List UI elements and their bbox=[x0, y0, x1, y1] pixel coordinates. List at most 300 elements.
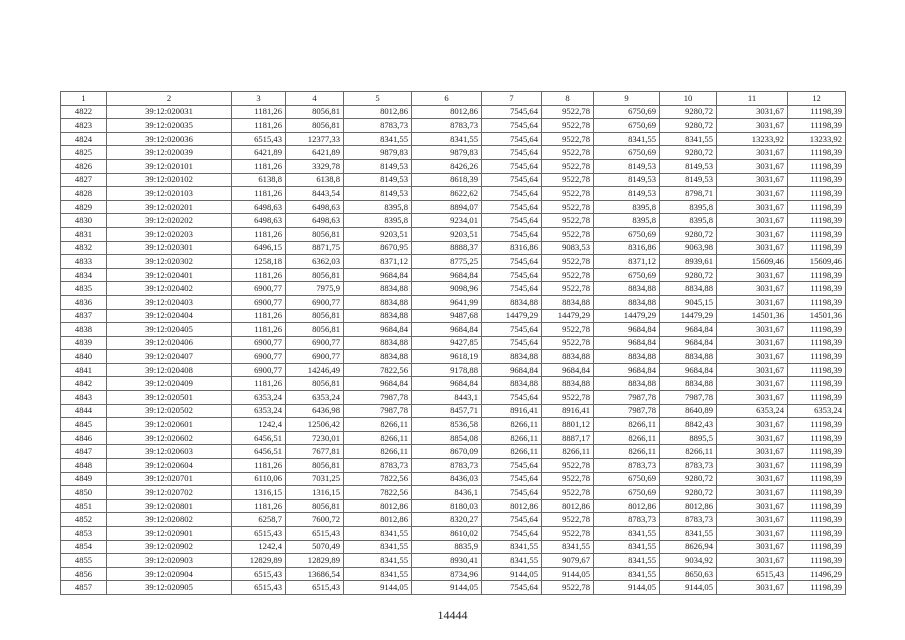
table-cell: 6750,69 bbox=[594, 227, 660, 241]
table-cell: 8149,53 bbox=[660, 173, 717, 187]
table-row bbox=[61, 554, 846, 568]
table-cell: 3031,67 bbox=[717, 431, 788, 445]
table-cell: 6498,63 bbox=[286, 214, 344, 228]
table-cell: 6515,43 bbox=[717, 567, 788, 581]
column-header: 9 bbox=[594, 92, 660, 106]
table-cell: 1242,4 bbox=[232, 540, 286, 554]
table-cell: 4823 bbox=[61, 119, 107, 133]
table-cell: 7987,78 bbox=[344, 404, 412, 418]
table-cell: 8436,1 bbox=[412, 486, 482, 500]
table-cell: 8012,86 bbox=[542, 499, 594, 513]
table-cell: 8834,88 bbox=[542, 295, 594, 309]
table-cell: 9684,84 bbox=[344, 377, 412, 391]
table-cell: 3031,67 bbox=[717, 105, 788, 119]
table-cell: 7545,64 bbox=[482, 255, 542, 269]
table-cell: 8266,11 bbox=[542, 445, 594, 459]
table-cell: 8395,8 bbox=[660, 200, 717, 214]
table-cell: 8266,11 bbox=[594, 445, 660, 459]
table-cell: 39:12:020035 bbox=[107, 119, 232, 133]
table-cell: 9144,05 bbox=[594, 581, 660, 595]
table-cell: 4842 bbox=[61, 377, 107, 391]
table-cell: 6421,89 bbox=[232, 146, 286, 160]
table-cell: 4841 bbox=[61, 363, 107, 377]
table-cell: 11198,39 bbox=[788, 540, 846, 554]
table-cell: 8650,63 bbox=[660, 567, 717, 581]
table-cell: 9045,15 bbox=[660, 295, 717, 309]
table-cell: 8783,73 bbox=[344, 459, 412, 473]
table-cell: 8341,55 bbox=[594, 567, 660, 581]
table-cell: 4849 bbox=[61, 472, 107, 486]
table-cell: 3031,67 bbox=[717, 323, 788, 337]
table-cell: 4845 bbox=[61, 418, 107, 432]
table-cell: 7545,64 bbox=[482, 336, 542, 350]
table-cell: 8834,88 bbox=[660, 377, 717, 391]
table-cell: 4855 bbox=[61, 554, 107, 568]
table-cell: 3031,67 bbox=[717, 350, 788, 364]
table-cell: 39:12:020702 bbox=[107, 486, 232, 500]
table-row bbox=[61, 255, 846, 269]
table-row bbox=[61, 363, 846, 377]
column-header: 12 bbox=[788, 92, 846, 106]
table-cell: 8783,73 bbox=[660, 459, 717, 473]
table-cell: 4856 bbox=[61, 567, 107, 581]
table-cell: 8012,86 bbox=[594, 499, 660, 513]
table-cell: 6750,69 bbox=[594, 119, 660, 133]
table-cell: 39:12:020403 bbox=[107, 295, 232, 309]
table-row bbox=[61, 404, 846, 418]
table-cell: 8834,88 bbox=[344, 295, 412, 309]
table-cell: 9684,84 bbox=[344, 268, 412, 282]
table-cell: 7545,64 bbox=[482, 486, 542, 500]
table-cell: 4828 bbox=[61, 187, 107, 201]
table-cell: 3031,67 bbox=[717, 445, 788, 459]
table-cell: 8834,88 bbox=[660, 350, 717, 364]
table-cell: 6900,77 bbox=[232, 350, 286, 364]
table-cell: 9522,78 bbox=[542, 200, 594, 214]
table-cell: 7545,64 bbox=[482, 268, 542, 282]
table-cell: 8341,55 bbox=[660, 132, 717, 146]
table-cell: 6515,43 bbox=[232, 581, 286, 595]
table-row bbox=[61, 295, 846, 309]
table-cell: 11198,39 bbox=[788, 200, 846, 214]
table-cell: 8894,07 bbox=[412, 200, 482, 214]
table-cell: 39:12:020409 bbox=[107, 377, 232, 391]
table-cell: 8834,88 bbox=[482, 295, 542, 309]
table-cell: 8149,53 bbox=[344, 159, 412, 173]
table-cell: 4835 bbox=[61, 282, 107, 296]
table-cell: 11198,39 bbox=[788, 282, 846, 296]
table-cell: 6900,77 bbox=[286, 295, 344, 309]
table-cell: 8775,25 bbox=[412, 255, 482, 269]
table-cell: 39:12:020903 bbox=[107, 554, 232, 568]
table-cell: 8056,81 bbox=[286, 459, 344, 473]
table-cell: 39:12:020701 bbox=[107, 472, 232, 486]
table-cell: 8149,53 bbox=[594, 187, 660, 201]
table-cell: 39:12:020201 bbox=[107, 200, 232, 214]
table-cell: 8266,11 bbox=[482, 431, 542, 445]
table-cell: 1181,26 bbox=[232, 105, 286, 119]
table-row bbox=[61, 540, 846, 554]
table-cell: 8266,11 bbox=[594, 431, 660, 445]
table-cell: 8341,55 bbox=[344, 527, 412, 541]
table-cell: 8640,89 bbox=[660, 404, 717, 418]
table-cell: 9684,84 bbox=[594, 323, 660, 337]
table-row bbox=[61, 445, 846, 459]
table-cell: 8854,08 bbox=[412, 431, 482, 445]
table-cell: 1181,26 bbox=[232, 119, 286, 133]
table-cell: 8266,11 bbox=[482, 445, 542, 459]
table-cell: 9522,78 bbox=[542, 173, 594, 187]
table-cell: 6750,69 bbox=[594, 105, 660, 119]
table-cell: 8835,9 bbox=[412, 540, 482, 554]
table-cell: 3031,67 bbox=[717, 159, 788, 173]
table-cell: 6456,51 bbox=[232, 445, 286, 459]
table-cell: 9522,78 bbox=[542, 119, 594, 133]
table-cell: 11198,39 bbox=[788, 363, 846, 377]
table-cell: 1258,18 bbox=[232, 255, 286, 269]
table-cell: 1181,26 bbox=[232, 499, 286, 513]
table-cell: 8266,11 bbox=[594, 418, 660, 432]
table-row bbox=[61, 105, 846, 119]
table-cell: 7545,64 bbox=[482, 105, 542, 119]
table-cell: 12377,33 bbox=[286, 132, 344, 146]
table-cell: 9879,83 bbox=[344, 146, 412, 160]
table-cell: 6258,7 bbox=[232, 513, 286, 527]
table-cell: 11198,39 bbox=[788, 391, 846, 405]
table-row bbox=[61, 268, 846, 282]
table-cell: 9280,72 bbox=[660, 486, 717, 500]
table-cell: 7545,64 bbox=[482, 513, 542, 527]
table-cell: 6353,24 bbox=[286, 391, 344, 405]
table-cell: 9280,72 bbox=[660, 119, 717, 133]
table-cell: 7987,78 bbox=[594, 404, 660, 418]
table-cell: 8536,58 bbox=[412, 418, 482, 432]
table-cell: 8395,8 bbox=[594, 200, 660, 214]
table-cell: 9144,05 bbox=[482, 567, 542, 581]
table-cell: 8734,96 bbox=[412, 567, 482, 581]
table-cell: 11198,39 bbox=[788, 377, 846, 391]
table-cell: 39:12:020501 bbox=[107, 391, 232, 405]
table-cell: 6750,69 bbox=[594, 146, 660, 160]
table-cell: 3031,67 bbox=[717, 241, 788, 255]
table-cell: 6900,77 bbox=[232, 363, 286, 377]
table-cell: 3031,67 bbox=[717, 173, 788, 187]
table-cell: 9034,92 bbox=[660, 554, 717, 568]
table-cell: 8012,86 bbox=[482, 499, 542, 513]
table-cell: 11198,39 bbox=[788, 499, 846, 513]
table-cell: 9234,01 bbox=[412, 214, 482, 228]
table-row bbox=[61, 323, 846, 337]
table-row bbox=[61, 418, 846, 432]
table-cell: 9522,78 bbox=[542, 105, 594, 119]
table-cell: 3031,67 bbox=[717, 554, 788, 568]
table-row bbox=[61, 350, 846, 364]
table-cell: 9522,78 bbox=[542, 255, 594, 269]
table-cell: 8341,55 bbox=[594, 540, 660, 554]
table-cell: 9684,84 bbox=[594, 336, 660, 350]
table-cell: 6498,63 bbox=[232, 214, 286, 228]
table-cell: 3031,67 bbox=[717, 295, 788, 309]
table-cell: 9280,72 bbox=[660, 227, 717, 241]
table-cell: 8834,88 bbox=[542, 350, 594, 364]
table-cell: 9522,78 bbox=[542, 391, 594, 405]
table-cell: 6900,77 bbox=[232, 336, 286, 350]
table-cell: 6353,24 bbox=[788, 404, 846, 418]
table-cell: 8341,55 bbox=[344, 132, 412, 146]
table-cell: 14479,29 bbox=[660, 309, 717, 323]
table-cell: 9522,78 bbox=[542, 336, 594, 350]
table-cell: 1181,26 bbox=[232, 323, 286, 337]
table-cell: 9684,84 bbox=[660, 336, 717, 350]
table-cell: 8443,1 bbox=[412, 391, 482, 405]
table-cell: 39:12:020902 bbox=[107, 540, 232, 554]
table-cell: 6353,24 bbox=[232, 391, 286, 405]
table-cell: 11496,29 bbox=[788, 567, 846, 581]
table-cell: 4833 bbox=[61, 255, 107, 269]
table-row bbox=[61, 486, 846, 500]
table-cell: 11198,39 bbox=[788, 187, 846, 201]
table-cell: 9684,84 bbox=[542, 363, 594, 377]
table-cell: 9098,96 bbox=[412, 282, 482, 296]
table-cell: 8610,02 bbox=[412, 527, 482, 541]
table-cell: 8916,41 bbox=[542, 404, 594, 418]
table-cell: 9144,05 bbox=[412, 581, 482, 595]
table-cell: 8801,12 bbox=[542, 418, 594, 432]
table-cell: 8266,11 bbox=[344, 445, 412, 459]
table-cell: 39:12:020407 bbox=[107, 350, 232, 364]
table-cell: 39:12:020406 bbox=[107, 336, 232, 350]
table-cell: 9684,84 bbox=[412, 268, 482, 282]
table-cell: 3031,67 bbox=[717, 459, 788, 473]
table-cell: 9684,84 bbox=[482, 363, 542, 377]
table-cell: 9522,78 bbox=[542, 282, 594, 296]
table-row bbox=[61, 187, 846, 201]
table-cell: 9522,78 bbox=[542, 472, 594, 486]
table-cell: 8436,03 bbox=[412, 472, 482, 486]
table-row bbox=[61, 527, 846, 541]
table-cell: 9684,84 bbox=[660, 363, 717, 377]
table-cell: 7545,64 bbox=[482, 459, 542, 473]
table-cell: 4824 bbox=[61, 132, 107, 146]
table-cell: 5070,49 bbox=[286, 540, 344, 554]
table-cell: 4854 bbox=[61, 540, 107, 554]
table-cell: 7975,9 bbox=[286, 282, 344, 296]
table-row bbox=[61, 132, 846, 146]
table-cell: 8266,11 bbox=[660, 445, 717, 459]
table-cell: 8341,55 bbox=[344, 554, 412, 568]
table-cell: 7545,64 bbox=[482, 132, 542, 146]
table-cell: 8783,73 bbox=[660, 513, 717, 527]
table-cell: 6900,77 bbox=[286, 336, 344, 350]
page-number: 14444 bbox=[437, 608, 468, 622]
table-cell: 39:12:020301 bbox=[107, 241, 232, 255]
table-cell: 3329,78 bbox=[286, 159, 344, 173]
table-cell: 9522,78 bbox=[542, 323, 594, 337]
table-row bbox=[61, 499, 846, 513]
table-cell: 6750,69 bbox=[594, 472, 660, 486]
table-cell: 6110,06 bbox=[232, 472, 286, 486]
table-row bbox=[61, 431, 846, 445]
table-cell: 7545,64 bbox=[482, 214, 542, 228]
table-cell: 11198,39 bbox=[788, 214, 846, 228]
table-cell: 4857 bbox=[61, 581, 107, 595]
table-cell: 9203,51 bbox=[344, 227, 412, 241]
column-header: 2 bbox=[107, 92, 232, 106]
table-cell: 4853 bbox=[61, 527, 107, 541]
table-cell: 3031,67 bbox=[717, 200, 788, 214]
table-cell: 1316,15 bbox=[286, 486, 344, 500]
table-cell: 39:12:020905 bbox=[107, 581, 232, 595]
table-cell: 7822,56 bbox=[344, 472, 412, 486]
table-cell: 11198,39 bbox=[788, 173, 846, 187]
table-cell: 7031,25 bbox=[286, 472, 344, 486]
table-cell: 9144,05 bbox=[344, 581, 412, 595]
table-cell: 6498,63 bbox=[286, 200, 344, 214]
table-cell: 39:12:020604 bbox=[107, 459, 232, 473]
table-cell: 15609,46 bbox=[717, 255, 788, 269]
table-cell: 8395,8 bbox=[594, 214, 660, 228]
table-cell: 9879,83 bbox=[412, 146, 482, 160]
table-row bbox=[61, 459, 846, 473]
table-body bbox=[61, 92, 846, 595]
table-cell: 3031,67 bbox=[717, 187, 788, 201]
table-cell: 8670,95 bbox=[344, 241, 412, 255]
table-cell: 9083,53 bbox=[542, 241, 594, 255]
table-cell: 9522,78 bbox=[542, 459, 594, 473]
table-cell: 6496,15 bbox=[232, 241, 286, 255]
table-cell: 6515,43 bbox=[232, 527, 286, 541]
table-cell: 39:12:020901 bbox=[107, 527, 232, 541]
table-cell: 8149,53 bbox=[594, 173, 660, 187]
table-cell: 9487,68 bbox=[412, 309, 482, 323]
table-cell: 8056,81 bbox=[286, 119, 344, 133]
table-cell: 9684,84 bbox=[344, 323, 412, 337]
table-cell: 8834,88 bbox=[344, 309, 412, 323]
table-cell: 39:12:020101 bbox=[107, 159, 232, 173]
table-cell: 39:12:020401 bbox=[107, 268, 232, 282]
table-row bbox=[61, 241, 846, 255]
table-cell: 9641,99 bbox=[412, 295, 482, 309]
table-cell: 11198,39 bbox=[788, 418, 846, 432]
table-cell: 4826 bbox=[61, 159, 107, 173]
table-cell: 12506,42 bbox=[286, 418, 344, 432]
table-cell: 6750,69 bbox=[594, 268, 660, 282]
table-cell: 39:12:020302 bbox=[107, 255, 232, 269]
table-cell: 11198,39 bbox=[788, 486, 846, 500]
table-cell: 8149,53 bbox=[344, 173, 412, 187]
table-cell: 39:12:020031 bbox=[107, 105, 232, 119]
table-cell: 8056,81 bbox=[286, 268, 344, 282]
table-cell: 39:12:020408 bbox=[107, 363, 232, 377]
table-cell: 13686,54 bbox=[286, 567, 344, 581]
table-cell: 8888,37 bbox=[412, 241, 482, 255]
table-cell: 8012,86 bbox=[344, 105, 412, 119]
table-cell: 1242,4 bbox=[232, 418, 286, 432]
table-cell: 11198,39 bbox=[788, 227, 846, 241]
table-cell: 8056,81 bbox=[286, 227, 344, 241]
table-cell: 9280,72 bbox=[660, 105, 717, 119]
table-cell: 6515,43 bbox=[232, 132, 286, 146]
table-cell: 11198,39 bbox=[788, 445, 846, 459]
table-row bbox=[61, 282, 846, 296]
table-cell: 9522,78 bbox=[542, 132, 594, 146]
column-header: 10 bbox=[660, 92, 717, 106]
table-cell: 7545,64 bbox=[482, 472, 542, 486]
table-cell: 6900,77 bbox=[232, 295, 286, 309]
table-cell: 7545,64 bbox=[482, 282, 542, 296]
table-cell: 7545,64 bbox=[482, 119, 542, 133]
table-cell: 7545,64 bbox=[482, 187, 542, 201]
table-cell: 8316,86 bbox=[594, 241, 660, 255]
table-cell: 39:12:020404 bbox=[107, 309, 232, 323]
table-cell: 39:12:020203 bbox=[107, 227, 232, 241]
table-cell: 4848 bbox=[61, 459, 107, 473]
column-header: 1 bbox=[61, 92, 107, 106]
column-header: 11 bbox=[717, 92, 788, 106]
table-cell: 8341,55 bbox=[594, 554, 660, 568]
table-cell: 39:12:020036 bbox=[107, 132, 232, 146]
table-cell: 4834 bbox=[61, 268, 107, 282]
table-cell: 6421,89 bbox=[286, 146, 344, 160]
table-cell: 6138,8 bbox=[232, 173, 286, 187]
table-cell: 8426,26 bbox=[412, 159, 482, 173]
table-cell: 8341,55 bbox=[412, 132, 482, 146]
table-cell: 6900,77 bbox=[286, 350, 344, 364]
table-cell: 11198,39 bbox=[788, 554, 846, 568]
column-header: 4 bbox=[286, 92, 344, 106]
table-cell: 9684,84 bbox=[660, 323, 717, 337]
table-cell: 3031,67 bbox=[717, 336, 788, 350]
table-cell: 9684,84 bbox=[594, 363, 660, 377]
table-cell: 11198,39 bbox=[788, 431, 846, 445]
table-cell: 3031,67 bbox=[717, 214, 788, 228]
table-cell: 4852 bbox=[61, 513, 107, 527]
table-cell: 9522,78 bbox=[542, 146, 594, 160]
table-cell: 1181,26 bbox=[232, 459, 286, 473]
table-cell: 1181,26 bbox=[232, 187, 286, 201]
table-cell: 7822,56 bbox=[344, 363, 412, 377]
table-cell: 9522,78 bbox=[542, 486, 594, 500]
table-cell: 3031,67 bbox=[717, 418, 788, 432]
table-cell: 11198,39 bbox=[788, 119, 846, 133]
table-cell: 11198,39 bbox=[788, 459, 846, 473]
table-cell: 39:12:020405 bbox=[107, 323, 232, 337]
table-cell: 8341,55 bbox=[482, 554, 542, 568]
table-cell: 11198,39 bbox=[788, 241, 846, 255]
table-row bbox=[61, 377, 846, 391]
table-cell: 8834,88 bbox=[594, 350, 660, 364]
table-cell: 9178,88 bbox=[412, 363, 482, 377]
table-row bbox=[61, 173, 846, 187]
table-cell: 3031,67 bbox=[717, 282, 788, 296]
table-cell: 7230,01 bbox=[286, 431, 344, 445]
table-cell: 9522,78 bbox=[542, 159, 594, 173]
table-row bbox=[61, 214, 846, 228]
table-cell: 4840 bbox=[61, 350, 107, 364]
table-cell: 3031,67 bbox=[717, 540, 788, 554]
table-cell: 11198,39 bbox=[788, 159, 846, 173]
table-row bbox=[61, 391, 846, 405]
table-cell: 14479,29 bbox=[594, 309, 660, 323]
table-cell: 4832 bbox=[61, 241, 107, 255]
table-cell: 7987,78 bbox=[344, 391, 412, 405]
table-cell: 4844 bbox=[61, 404, 107, 418]
table-cell: 4830 bbox=[61, 214, 107, 228]
table-cell: 11198,39 bbox=[788, 513, 846, 527]
table-cell: 9144,05 bbox=[660, 581, 717, 595]
table-row bbox=[61, 119, 846, 133]
table-cell: 8916,41 bbox=[482, 404, 542, 418]
